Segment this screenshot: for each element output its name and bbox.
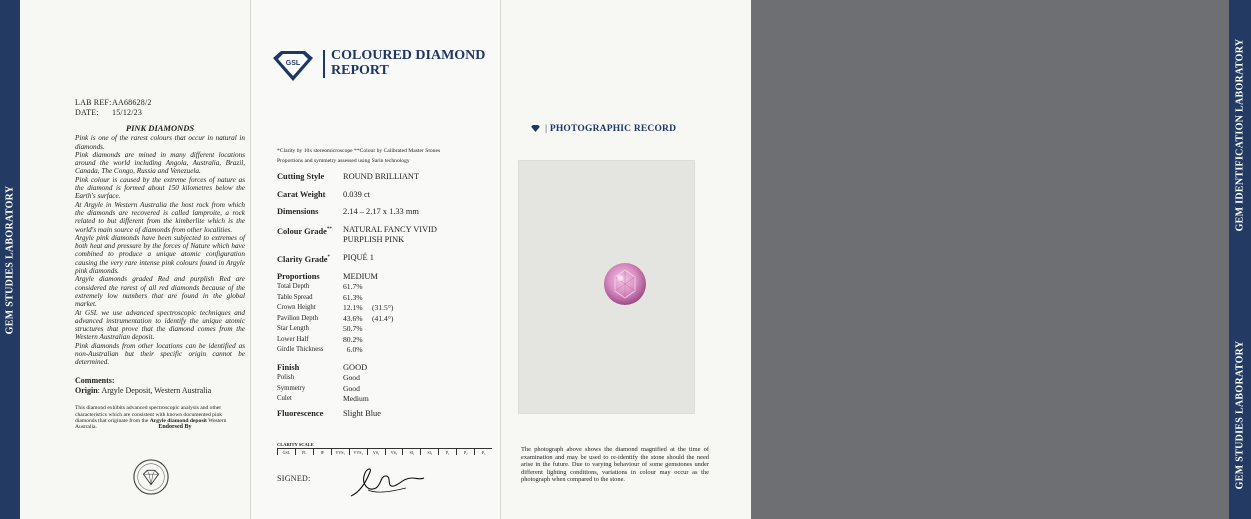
gsl-logo-text: GSL [285,60,301,67]
fluorescence-row [277,409,492,420]
origin-note [75,405,245,431]
left-spine-label: GEM STUDIES LABORATORY [4,185,16,334]
proportion-row [277,345,492,356]
signature-icon [346,462,426,502]
pink-diamond-icon [602,261,648,307]
origin-value: : Argyle Deposit, Western Australia [97,385,212,395]
endorsement-seal-icon [132,458,170,496]
photo-disclaimer: The photograph above shows the diamond magnified at the time of examination and may be used to re-identify the stone should the need arise in the future. Due to varying behaviour of some gemstones under different lighting conditions, variations in colour may occur as the photograph when compared to the stone. [521,446,709,484]
paragraph: Pink is one of the rarest colours that occur in natural in diamonds. [75,134,245,151]
gsl-small-diamond-icon [531,125,540,132]
finish-detail-label: Polish [277,374,294,382]
origin-note-end: Western Australia. [75,418,227,431]
left-spine-text [5,185,16,334]
clarity-scale-bar [277,448,492,455]
proportion-label: Total Depth [277,283,310,291]
right-spine-bottom-text [1235,341,1246,490]
proportions-row [277,272,492,283]
proportion-row [277,335,492,346]
colour-row [277,225,492,246]
header-divider [323,50,325,78]
proportion-label: Table Spread [277,293,313,301]
endorsed-label: Endorsed By [158,424,192,431]
fluorescence-value: Slight Blue [343,408,381,418]
paragraph: Pink diamonds are mined in many different locations around the world including Angola, Australia, Brazil, Canada, The Congo, Russia and Venezuela. [75,150,245,176]
right-spine-bottom-label: GEM STUDIES LABORATORY [1234,340,1246,490]
dimensions-row [277,207,492,218]
finish-detail-row [277,384,492,395]
origin-label: Origin [75,385,98,395]
proportion-value: 12.1% [343,303,363,313]
finish-detail-value: Good [343,383,360,393]
comments-block [75,377,245,396]
date-value: 15/12/23 [112,108,143,117]
proportion-value: 61.7% [343,282,363,292]
proportion-label: Star Length [277,325,309,333]
paragraph: At GSL we use advanced spectroscopic techniques and advanced instrumentation to identify the unique atomic structures that prove that the diamond comes from the Western Australian deposit. [75,308,245,342]
pink-diamonds-content [75,98,245,431]
clarity-scale-item: VS₁ [367,449,385,455]
proportion-row [277,314,492,325]
clarity-scale-item: P₃ [474,449,492,455]
proportion-row [277,282,492,293]
cutting-style-row [277,172,492,183]
photographic-record-panel [500,0,1246,519]
colour-mark: ** [326,226,332,232]
report-title [331,48,485,78]
diamond-report-panel [250,0,501,519]
finish-detail-row [277,373,492,384]
clarity-scale-item: IF [313,449,331,455]
clarity-value: PIQUÉ 1 [343,252,374,262]
cutting-style-value: ROUND BRILLIANT [343,172,420,181]
paragraph: Pink diamonds from other locations can be identified as non-Australian but their specific origin cannot be determined. [75,341,245,367]
colour-value-line2: PURPLISH PINK [343,235,405,244]
pink-diamonds-panel [0,0,250,519]
carat-row [277,190,492,201]
proportion-label: Crown Height [277,304,316,312]
fluorescence-label: Fluorescence [277,408,324,418]
proportion-value: 80.2% [343,334,363,344]
colour-value-line1: NATURAL FANCY VIVID [343,224,437,234]
finish-detail-value: Good [343,373,360,383]
proportions-value: MEDIUM [343,271,378,281]
paragraph: Argyle diamonds graded Red and purplish Red are considered the rarest of all red diamonds because of the extremely low numbers that are found in the global market. [75,275,245,309]
method-note-1: *Clarity by 10x stereomicroscope **Colour by Calibrated Master Stones [277,148,441,154]
proportion-value: 6.0% [343,345,363,355]
clarity-scale-item: SI₂ [420,449,438,455]
finish-details [277,373,492,405]
proportion-label: Lower Half [277,335,309,343]
cutting-style-label: Cutting Style [277,172,325,181]
finish-detail-row [277,394,492,405]
proportion-value: 50.7% [343,324,363,334]
clarity-scale-item: FL [295,449,313,455]
photographic-record-title: PHOTOGRAPHIC RECORD [549,124,677,134]
clarity-mark: * [327,254,330,260]
pink-diamonds-heading: PINK DIAMONDS [125,123,195,133]
proportion-row [277,324,492,335]
clarity-scale-item: P₂ [456,449,474,455]
proportion-label: Pavilion Depth [277,314,318,322]
proportion-label: Girdle Thickness [277,346,324,354]
clarity-label: Clarity Grade [277,254,328,264]
clarity-scale-item: VS₂ [385,449,403,455]
clarity-scale-item: P₁ [438,449,456,455]
proportion-value: 61.3% [343,292,363,302]
lab-ref-value: AA68628/2 [112,98,152,107]
origin-note-text: This diamond exhibits advanced spectroscopic analysis and other characteristics which are consistent with known documented pink diamonds that originate from the [75,405,223,425]
signed-label: SIGNED: [277,474,311,483]
finish-label: Finish [277,362,300,372]
report-title-line1: COLOURED DIAMOND [331,48,486,63]
report-fields [277,172,492,419]
dimensions-value: 2.14 – 2.17 x 1.33 mm [343,207,419,216]
method-notes [277,147,487,166]
clarity-scale-item: GSL [277,449,295,455]
paragraph: At Argyle in Western Australia the host rock from which the diamonds are recovered is called lamproite, a rock related to but different from the kimberlite which is the world's main source of diamonds from other localities. [75,200,245,234]
origin-note-bold: Argyle diamond deposit [149,418,207,425]
gsl-diamond-logo-icon [269,48,317,84]
finish-row [277,363,492,374]
lab-ref-block [75,98,245,118]
right-spine-top-text [1235,39,1246,232]
date-label: DATE: [75,108,99,117]
clarity-scale-title: CLARITY SCALE [277,442,314,447]
carat-value: 0.039 ct [343,189,370,199]
clarity-scale-item: VVS₁ [331,449,349,455]
paragraph: Argyle pink diamonds have been subjected to extremes of both heat and pressure by the forces of Nature which have combined to produce a unique atomic configuration causing the very rare intense pink colours found in Argyle pink diamonds. [75,233,245,276]
dimensions-label: Dimensions [277,207,319,216]
lab-ref-label: LAB REF: [75,98,112,107]
finish-detail-label: Culet [277,395,292,403]
photographic-record-heading: | PHOTOGRAPHIC RECORD [531,124,676,134]
right-spine [1229,0,1251,519]
clarity-row [277,253,492,265]
proportion-row [277,303,492,314]
clarity-scale-item: VVS₂ [349,449,367,455]
clarity-scale-item: SI₁ [402,449,420,455]
finish-value: GOOD [343,362,368,372]
proportion-details [277,282,492,356]
report-header [269,46,494,86]
clarity-scale [277,442,492,455]
right-spine-top-label: GEM IDENTIFICATION LABORATORY [1234,38,1246,232]
proportion-value: 43.6% [343,313,363,323]
proportions-label: Proportions [277,271,320,281]
pavilion-angle: (41.4°) [372,313,394,323]
left-spine [0,0,20,519]
paragraph: Pink colour is caused by the extreme forces of nature as the diamond is formed about 150 kilometres below the Earth's surface. [75,175,245,201]
finish-detail-value: Medium [343,394,369,404]
proportion-row [277,293,492,304]
colour-label: Colour Grade [277,226,327,236]
report-title-line2: REPORT [331,63,389,78]
method-note-2: Proportions and symmetry assessed using Sarin technology [277,157,410,164]
finish-detail-label: Symmetry [277,384,306,392]
diamond-photo [518,160,695,414]
crown-angle: (31.5°) [372,303,394,313]
carat-label: Carat Weight [277,189,326,199]
comments-label: Comments: [75,375,115,385]
